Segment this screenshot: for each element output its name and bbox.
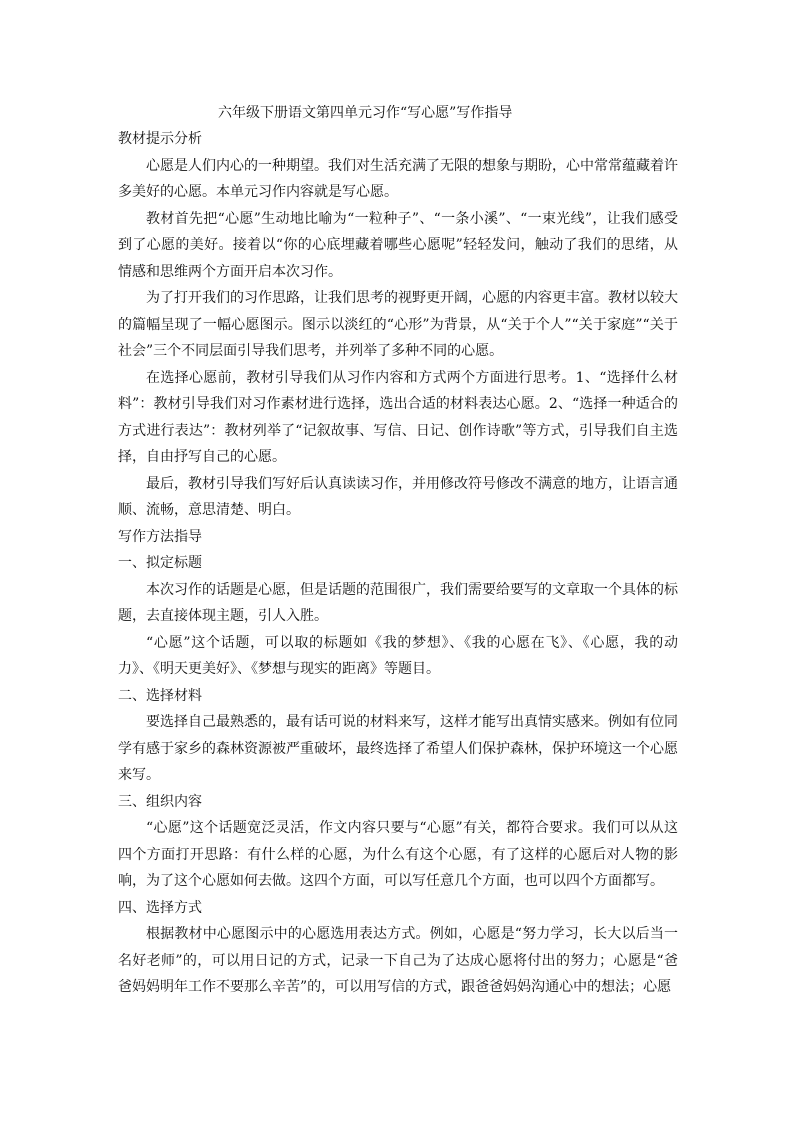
- paragraph: 教材首先把“心愿”生动地比喻为“一粒种子”、“一条小溪”、“一束光线”，让我们感受到了心愿的美好。接着以“你的心底埋藏着哪些心愿呢”轻轻发问，触动了我们的思绪，从情感和思维两个方面开启本次习作。: [118, 210, 678, 280]
- paragraph: “心愿”这个话题宽泛灵活，作文内容只要与“心愿”有关，都符合要求。我们可以从这四个方面打开思路：有什么样的心愿，为什么有这个心愿，有了这样的心愿后对人物的影响，为了这个心愿如何去做。这四个方面，可以写任意几个方面，也可以四个方面都写。: [118, 820, 678, 889]
- section-title-choice: [118, 550, 678, 683]
- paragraph: 为了打开我们的习作思路，让我们思考的视野更开阔，心愿的内容更丰富。教材以较大的篇幅呈现了一幅心愿图示。图示以淡红的“心形”为背景，从“关于个人”“关于家庭”“关于社会”三个不同层面引导我们思考，并列举了多种不同的心愿。: [118, 290, 678, 359]
- section-content-organization: [118, 789, 678, 895]
- section-heading: 教材提示分析: [118, 131, 202, 147]
- section-method-choice: [118, 895, 678, 1001]
- document-page: [118, 100, 678, 1001]
- section-heading: 一、拟定标题: [118, 555, 202, 571]
- paragraph: 要选择自己最熟悉的，最有话可说的材料来写，这样才能写出真情实感来。例如有位同学有感于家乡的森林资源被严重破坏，最终选择了希望人们保护森林，保护环境这一个心愿来写。: [118, 714, 678, 783]
- section-heading: 二、选择材料: [118, 687, 202, 704]
- section-heading: 三、组织内容: [118, 793, 202, 810]
- section-heading: 四、选择方式: [118, 899, 202, 916]
- paragraph: 本次习作的话题是心愿，但是话题的范围很广，我们需要给要写的文章取一个具体的标题，去直接体现主题，引人入胜。: [118, 581, 678, 624]
- section-heading: 写作方法指导: [118, 528, 202, 545]
- section-textbook-analysis: [118, 126, 678, 524]
- paragraph: 根据教材中心愿图示中的心愿选用表达方式。例如，心愿是“努力学习，长大以后当一名好老师”的，可以用日记的方式，记录一下自己为了达成心愿将付出的努力；心愿是“爸爸妈妈明年工作不要那么辛苦”的，可以用写信的方式，跟爸爸妈妈沟通心中的想法；心愿: [118, 926, 678, 995]
- paragraph: 最后，教材引导我们写好后认真读读习作，并用修改符号修改不满意的地方，让语言通顺、流畅，意思清楚、明白。: [118, 475, 678, 518]
- paragraph: “心愿”这个话题，可以取的标题如《我的梦想》、《我的心愿在飞》、《心愿，我的动力》、《明天更美好》、《梦想与现实的距离》等题目。: [118, 634, 678, 677]
- paragraph: 心愿是人们内心的一种期望。我们对生活充满了无限的想象与期盼，心中常常蕴藏着许多美好的心愿。本单元习作内容就是写心愿。: [118, 157, 678, 200]
- document-title: 六年级下册语文第四单元习作“写心愿”写作指导: [218, 105, 513, 121]
- paragraph: 在选择心愿前，教材引导我们从习作内容和方式两个方面进行思考。1、“选择什么材料”：教材引导我们对习作素材进行选择，选出合适的材料表达心愿。2、“选择一种适合的方式进行表达”：教材列举了“记叙故事、写信、日记、创作诗歌”等方式，引导我们自主选择，自由抒写自己的心愿。: [118, 369, 678, 465]
- section-writing-guidance: [118, 524, 678, 551]
- section-material-choice: [118, 683, 678, 789]
